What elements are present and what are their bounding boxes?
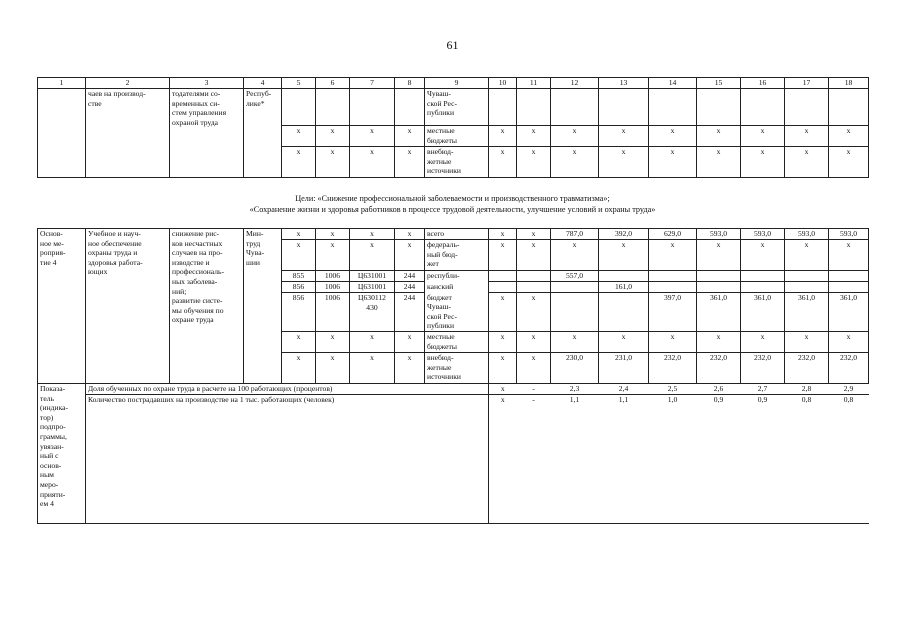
budget-code-cell: х bbox=[350, 126, 395, 147]
column-number: 7 bbox=[350, 78, 395, 89]
value-cell bbox=[551, 293, 599, 332]
value-cell: х bbox=[697, 147, 741, 178]
value-cell: х bbox=[517, 229, 551, 240]
column-number: 8 bbox=[395, 78, 425, 89]
value-cell: 361,0 bbox=[829, 293, 869, 332]
expense-type-cell: х bbox=[395, 353, 425, 384]
column-number: 9 bbox=[425, 78, 489, 89]
value-cell: х bbox=[697, 126, 741, 147]
funding-source-cell: федераль- ный бюд- жет bbox=[425, 240, 489, 271]
value-cell: 629,0 bbox=[649, 229, 697, 240]
value-cell bbox=[517, 271, 551, 282]
funding-source-cell: внебюд- жетные источники bbox=[425, 147, 489, 178]
indicator-value-cell: 1,1 bbox=[551, 395, 599, 524]
value-cell bbox=[829, 89, 869, 126]
value-cell: х bbox=[517, 332, 551, 353]
main-event-status-cell: Основ- ное ме- роприя- тие 4 bbox=[38, 229, 86, 384]
column-number: 6 bbox=[316, 78, 350, 89]
indicator-value-cell: 2,9 bbox=[829, 384, 869, 395]
executor-cell: Респуб- лике* bbox=[244, 89, 282, 178]
column-number: 5 bbox=[282, 78, 316, 89]
budget-code-cell: х bbox=[350, 147, 395, 178]
value-cell: 557,0 bbox=[551, 271, 599, 282]
value-cell: х bbox=[489, 126, 517, 147]
column-number: 2 bbox=[86, 78, 170, 89]
value-cell bbox=[829, 282, 869, 293]
value-cell: х bbox=[551, 126, 599, 147]
value-cell bbox=[649, 89, 697, 126]
main-event-name-cell: Учебное и науч- ное обеспечение охраны труда и здоровья работа- ющих bbox=[86, 229, 170, 384]
value-cell: 232,0 bbox=[785, 353, 829, 384]
funding-source-cell: республи- bbox=[425, 271, 489, 282]
value-cell: х bbox=[741, 147, 785, 178]
value-cell: х bbox=[829, 147, 869, 178]
column-number: 1 bbox=[38, 78, 86, 89]
value-cell: х bbox=[599, 240, 649, 271]
indicator-value-cell: 2,4 bbox=[599, 384, 649, 395]
value-cell bbox=[785, 89, 829, 126]
gr-code-cell: х bbox=[282, 229, 316, 240]
value-cell: х bbox=[551, 332, 599, 353]
value-cell: х bbox=[517, 126, 551, 147]
budget-code-cell: х bbox=[316, 126, 350, 147]
value-cell bbox=[697, 282, 741, 293]
section-code-cell: 1006 bbox=[316, 271, 350, 282]
indicator-value-cell: 0,8 bbox=[785, 395, 829, 524]
value-cell: х bbox=[829, 126, 869, 147]
value-cell: х bbox=[649, 147, 697, 178]
task-cell: тодателями со- временных си- стем управления охраной труда bbox=[170, 89, 244, 178]
column-number: 17 bbox=[785, 78, 829, 89]
goal-line-2: «Сохранение жизни и здоровья работников в процессе трудовой деятельности, улучшение условий и охраны труда» bbox=[249, 205, 656, 214]
value-cell: 232,0 bbox=[697, 353, 741, 384]
funding-source-cell: местные бюджеты bbox=[425, 332, 489, 353]
value-cell bbox=[697, 271, 741, 282]
expense-type-cell: 244 bbox=[395, 271, 425, 282]
value-cell: 787,0 bbox=[551, 229, 599, 240]
table-row bbox=[38, 229, 869, 240]
value-cell bbox=[551, 89, 599, 126]
value-cell: х bbox=[489, 353, 517, 384]
program-element-cell bbox=[38, 89, 86, 178]
column-number: 18 bbox=[829, 78, 869, 89]
indicator-value-cell: 2,8 bbox=[785, 384, 829, 395]
value-cell: х bbox=[649, 332, 697, 353]
value-cell: х bbox=[649, 240, 697, 271]
column-number: 13 bbox=[599, 78, 649, 89]
value-cell: х bbox=[599, 126, 649, 147]
value-cell bbox=[697, 89, 741, 126]
goal-caption bbox=[0, 193, 905, 215]
value-cell bbox=[599, 89, 649, 126]
value-cell: х bbox=[551, 147, 599, 178]
column-number: 3 bbox=[170, 78, 244, 89]
event-name-cell: чаев на производ- стве bbox=[86, 89, 170, 178]
value-cell bbox=[489, 89, 517, 126]
top-table bbox=[37, 77, 869, 178]
value-cell bbox=[741, 89, 785, 126]
value-cell bbox=[785, 271, 829, 282]
value-cell bbox=[517, 282, 551, 293]
target-code-cell: Ц630112 430 bbox=[350, 293, 395, 332]
value-cell: х bbox=[551, 240, 599, 271]
value-cell bbox=[741, 282, 785, 293]
section-code-cell: 1006 bbox=[316, 293, 350, 332]
gr-code-cell: х bbox=[282, 332, 316, 353]
value-cell: х bbox=[741, 332, 785, 353]
value-cell bbox=[551, 282, 599, 293]
value-cell: 232,0 bbox=[649, 353, 697, 384]
value-cell bbox=[599, 293, 649, 332]
expense-type-cell: 244 bbox=[395, 282, 425, 293]
value-cell bbox=[489, 271, 517, 282]
value-cell: х bbox=[599, 147, 649, 178]
value-cell: х bbox=[517, 147, 551, 178]
gr-code-cell: х bbox=[282, 353, 316, 384]
value-cell: 161,0 bbox=[599, 282, 649, 293]
main-event-task-cell: снижение рис- ков несчастных случаев на про- изводстве и профессиональ- ных заболева- ний; развитие систе- мы обучения по охране труда bbox=[170, 229, 244, 384]
expense-type-cell: х bbox=[395, 332, 425, 353]
value-cell: х bbox=[785, 147, 829, 178]
budget-code-cell: х bbox=[395, 126, 425, 147]
value-cell: х bbox=[517, 240, 551, 271]
indicator-value-cell: х bbox=[489, 395, 517, 524]
budget-code-cell bbox=[316, 89, 350, 126]
value-cell: 397,0 bbox=[649, 293, 697, 332]
budget-code-cell bbox=[395, 89, 425, 126]
value-cell: х bbox=[829, 240, 869, 271]
value-cell: 593,0 bbox=[829, 229, 869, 240]
value-cell: х bbox=[489, 229, 517, 240]
value-cell: х bbox=[489, 293, 517, 332]
value-cell bbox=[649, 282, 697, 293]
value-cell: х bbox=[517, 353, 551, 384]
value-cell: 361,0 bbox=[697, 293, 741, 332]
value-cell bbox=[741, 271, 785, 282]
value-cell: 230,0 bbox=[551, 353, 599, 384]
budget-code-cell: х bbox=[316, 147, 350, 178]
gr-code-cell: 855 bbox=[282, 271, 316, 282]
value-cell bbox=[649, 271, 697, 282]
column-number: 15 bbox=[697, 78, 741, 89]
column-number: 10 bbox=[489, 78, 517, 89]
value-cell: х bbox=[517, 293, 551, 332]
budget-code-cell: х bbox=[282, 147, 316, 178]
gr-code-cell: 856 bbox=[282, 293, 316, 332]
column-number: 12 bbox=[551, 78, 599, 89]
funding-source-cell: внебюд- жетные источники bbox=[425, 353, 489, 384]
value-cell: х bbox=[697, 240, 741, 271]
indicator-value-cell: 2,6 bbox=[697, 384, 741, 395]
indicator-value-cell: 2,3 bbox=[551, 384, 599, 395]
section-code-cell: х bbox=[316, 353, 350, 384]
indicator-value-cell: - bbox=[517, 395, 551, 524]
section-code-cell: х bbox=[316, 229, 350, 240]
expense-type-cell: 244 bbox=[395, 293, 425, 332]
value-cell: 392,0 bbox=[599, 229, 649, 240]
value-cell: 593,0 bbox=[785, 229, 829, 240]
value-cell: х bbox=[785, 332, 829, 353]
gr-code-cell: х bbox=[282, 240, 316, 271]
value-cell: х bbox=[599, 332, 649, 353]
column-number: 14 bbox=[649, 78, 697, 89]
value-cell: х bbox=[489, 240, 517, 271]
value-cell: х bbox=[489, 332, 517, 353]
value-cell: 593,0 bbox=[741, 229, 785, 240]
section-code-cell: 1006 bbox=[316, 282, 350, 293]
funding-source-cell: всего bbox=[425, 229, 489, 240]
value-cell: х bbox=[785, 126, 829, 147]
gr-code-cell: 856 bbox=[282, 282, 316, 293]
value-cell: 231,0 bbox=[599, 353, 649, 384]
value-cell: х bbox=[489, 147, 517, 178]
indicator-value-cell: 1,1 bbox=[599, 395, 649, 524]
value-cell: 232,0 bbox=[741, 353, 785, 384]
page-number: 61 bbox=[446, 38, 459, 52]
budget-code-cell: х bbox=[282, 126, 316, 147]
value-cell bbox=[517, 89, 551, 126]
budget-code-cell bbox=[350, 89, 395, 126]
value-cell bbox=[599, 271, 649, 282]
indicator-text-cell: Количество пострадавших на производстве на 1 тыс. работающих (человек) bbox=[86, 395, 489, 524]
value-cell: х bbox=[741, 240, 785, 271]
value-cell: 593,0 bbox=[697, 229, 741, 240]
expense-type-cell: х bbox=[395, 240, 425, 271]
expense-type-cell: х bbox=[395, 229, 425, 240]
column-number: 16 bbox=[741, 78, 785, 89]
value-cell: х bbox=[697, 332, 741, 353]
budget-code-cell bbox=[282, 89, 316, 126]
funding-source-cell: бюджет Чуваш- ской Рес- публики bbox=[425, 293, 489, 332]
indicator-value-cell: х bbox=[489, 384, 517, 395]
indicator-value-cell: 0,8 bbox=[829, 395, 869, 524]
indicator-label-cell: Показа- тель (индика- тор) подпро- граммы, увязан- ный с основ- ным меро- прияти- ем 4 bbox=[38, 384, 86, 524]
section-code-cell: х bbox=[316, 240, 350, 271]
indicator-value-cell: - bbox=[517, 384, 551, 395]
target-code-cell: Ц631001 bbox=[350, 271, 395, 282]
indicator-value-cell: 2,5 bbox=[649, 384, 697, 395]
value-cell: х bbox=[785, 240, 829, 271]
section-code-cell: х bbox=[316, 332, 350, 353]
value-cell: 361,0 bbox=[741, 293, 785, 332]
value-cell: х bbox=[741, 126, 785, 147]
table-row bbox=[38, 89, 869, 126]
indicator-value-cell: 0,9 bbox=[697, 395, 741, 524]
indicator-value-cell: 2,7 bbox=[741, 384, 785, 395]
value-cell bbox=[489, 282, 517, 293]
goal-line-1: Цели: «Снижение профессиональной заболеваемости и производственного травматизма»; bbox=[295, 194, 610, 203]
funding-source-cell: местные бюджеты bbox=[425, 126, 489, 147]
indicator-row bbox=[38, 395, 869, 524]
value-cell: х bbox=[649, 126, 697, 147]
column-number: 4 bbox=[244, 78, 282, 89]
value-cell bbox=[785, 282, 829, 293]
main-event-executor-cell: Мин- труд Чува- шии bbox=[244, 229, 282, 384]
target-code-cell: Ц631001 bbox=[350, 282, 395, 293]
target-code-cell: х bbox=[350, 229, 395, 240]
value-cell: х bbox=[829, 332, 869, 353]
value-cell: 232,0 bbox=[829, 353, 869, 384]
indicator-text-cell: Доля обученных по охране труда в расчете на 100 работающих (процентов) bbox=[86, 384, 489, 395]
target-code-cell: х bbox=[350, 353, 395, 384]
column-number: 11 bbox=[517, 78, 551, 89]
value-cell: 361,0 bbox=[785, 293, 829, 332]
funding-source-cell: канский bbox=[425, 282, 489, 293]
indicator-value-cell: 1,0 bbox=[649, 395, 697, 524]
target-code-cell: х bbox=[350, 332, 395, 353]
indicator-value-cell: 0,9 bbox=[741, 395, 785, 524]
funding-source-cell: Чуваш- ской Рес- публики bbox=[425, 89, 489, 126]
budget-code-cell: х bbox=[395, 147, 425, 178]
indicator-row bbox=[38, 384, 869, 395]
column-number-row bbox=[38, 78, 869, 89]
target-code-cell: х bbox=[350, 240, 395, 271]
value-cell bbox=[829, 271, 869, 282]
main-table bbox=[37, 228, 869, 524]
